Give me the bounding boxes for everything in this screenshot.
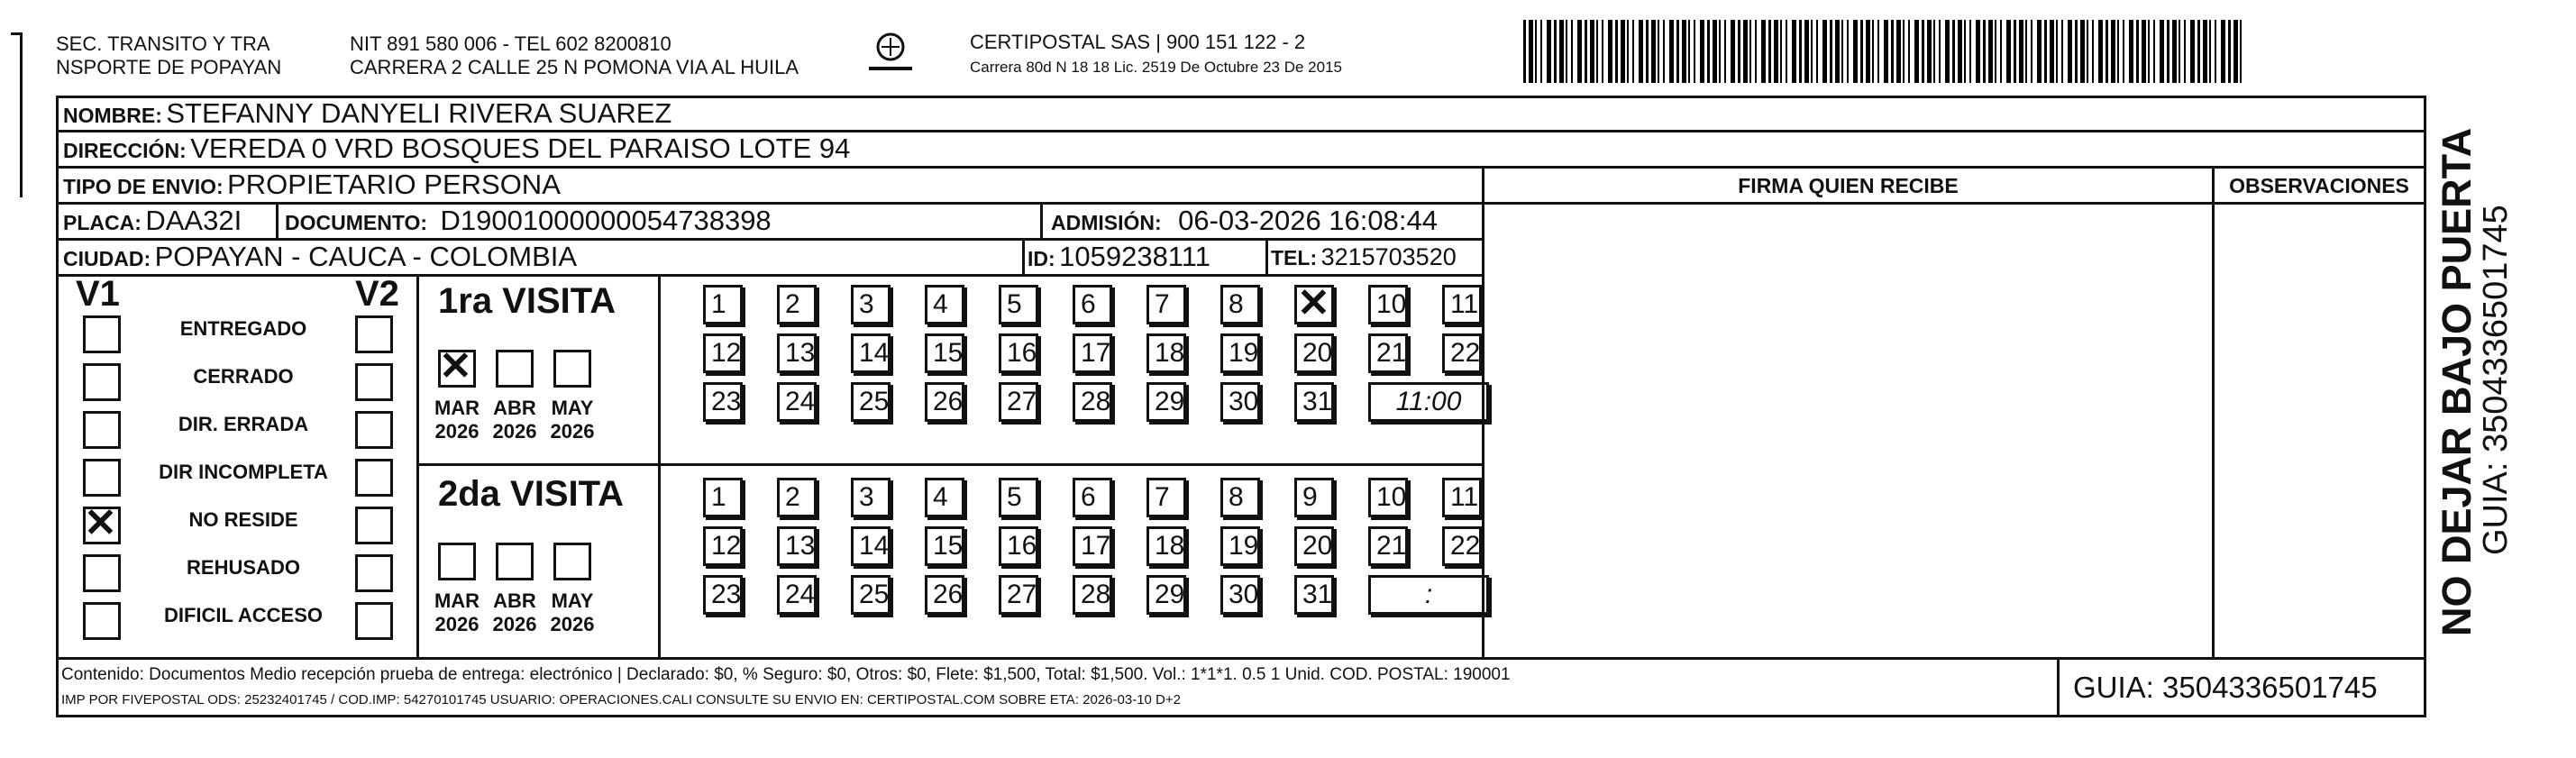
v1-label: V1 <box>76 274 120 314</box>
day-box[interactable]: 1 <box>703 285 743 324</box>
address-value: VEREDA 0 VRD BOSQUES DEL PARAISO LOTE 94 <box>190 132 851 164</box>
month-checkbox[interactable] <box>553 543 591 580</box>
divider <box>56 657 2426 660</box>
day-box[interactable]: 4 <box>925 285 964 324</box>
day-box[interactable]: 2 <box>777 285 817 324</box>
month-checkbox[interactable] <box>438 344 476 388</box>
type-field <box>63 169 561 201</box>
v2-label: V2 <box>355 274 399 314</box>
month-year: 2026 <box>550 613 595 635</box>
day-box[interactable]: 17 <box>1073 333 1112 373</box>
month-name: ABR <box>493 589 536 612</box>
day-box[interactable]: 6 <box>1073 478 1112 517</box>
day-box[interactable]: 8 <box>1220 285 1260 324</box>
v1-checkbox[interactable] <box>83 411 121 449</box>
day-box[interactable]: 27 <box>999 575 1038 615</box>
day-box[interactable]: 30 <box>1220 575 1260 615</box>
v1-checkbox[interactable] <box>83 602 121 640</box>
day-box[interactable]: 21 <box>1368 333 1408 373</box>
v1-checkbox[interactable] <box>83 315 121 353</box>
id-label: ID: <box>1028 247 1055 270</box>
tel-value: 3215703520 <box>1320 243 1457 270</box>
tel-label: TEL: <box>1271 246 1318 269</box>
month-checkbox[interactable] <box>438 543 476 580</box>
day-box[interactable]: 15 <box>925 333 964 373</box>
plate-field <box>63 205 242 237</box>
day-box[interactable]: 16 <box>999 526 1038 566</box>
day-box[interactable]: 18 <box>1146 333 1186 373</box>
day-box[interactable]: 14 <box>851 526 891 566</box>
day-box[interactable]: 19 <box>1220 333 1260 373</box>
day-box[interactable]: 10 <box>1368 478 1408 517</box>
month-checkbox[interactable] <box>496 543 534 580</box>
month-name: MAY <box>551 589 594 612</box>
footer-guide: GUIA: 3504336501745 <box>2073 671 2378 704</box>
divider <box>1040 202 1043 238</box>
day-box[interactable]: 26 <box>925 382 964 422</box>
plate-value: DAA32I <box>145 205 242 236</box>
month-name: ABR <box>493 397 536 419</box>
document-label: DOCUMENTO: <box>285 211 428 234</box>
day-box[interactable]: 11 <box>1442 478 1482 517</box>
reason-label: CERRADO <box>193 365 294 388</box>
month-year: 2026 <box>492 420 537 443</box>
v2-checkbox[interactable] <box>355 363 393 401</box>
day-box[interactable]: 24 <box>777 575 817 615</box>
day-box[interactable]: 11 <box>1442 285 1482 324</box>
day-box[interactable]: 25 <box>851 575 891 615</box>
day-box[interactable]: 8 <box>1220 478 1260 517</box>
v2-checkbox[interactable] <box>355 459 393 497</box>
day-box[interactable]: 5 <box>999 478 1038 517</box>
observations-label: OBSERVACIONES <box>2229 174 2409 197</box>
certipostal-logo <box>863 27 918 81</box>
day-box[interactable]: 20 <box>1294 526 1334 566</box>
tel-field <box>1271 243 1457 271</box>
day-box[interactable]: 31 <box>1294 382 1334 422</box>
divider <box>276 202 279 238</box>
nit-line: NIT 891 580 006 - TEL 602 8200810 <box>350 32 671 55</box>
day-box[interactable]: 13 <box>777 333 817 373</box>
visit2-title: 2da VISITA <box>438 474 624 514</box>
type-label: TIPO DE ENVIO: <box>63 175 224 198</box>
day-box[interactable]: 4 <box>925 478 964 517</box>
address-label: DIRECCIÓN: <box>63 139 187 162</box>
barcode <box>1523 20 2244 83</box>
sender-line-2: NSPORTE DE POPAYAN <box>56 56 282 78</box>
day-box[interactable]: 26 <box>925 575 964 615</box>
day-box[interactable]: 13 <box>777 526 817 566</box>
day-box[interactable]: 12 <box>703 333 743 373</box>
month-checkbox[interactable] <box>553 350 591 388</box>
visit1-title: 1ra VISITA <box>438 281 617 321</box>
day-box[interactable]: 23 <box>703 382 743 422</box>
side-warning: NO DEJAR BAJO PUERTA <box>2434 127 2480 636</box>
reason-label: REHUSADO <box>187 556 300 579</box>
reason-label: DIR INCOMPLETA <box>159 461 328 483</box>
name-value: STEFANNY DANYELI RIVERA SUAREZ <box>166 97 672 129</box>
name-label: NOMBRE: <box>63 104 162 127</box>
day-box[interactable]: 10 <box>1368 285 1408 324</box>
v1-checkbox[interactable] <box>83 363 121 401</box>
admission-field <box>1051 205 1438 237</box>
day-box[interactable]: 12 <box>703 526 743 566</box>
v2-checkbox[interactable] <box>355 411 393 449</box>
day-box[interactable]: 25 <box>851 382 891 422</box>
month-name: MAY <box>551 397 594 419</box>
reason-label: DIFICIL ACCESO <box>163 604 323 626</box>
day-box[interactable]: 24 <box>777 382 817 422</box>
divider <box>416 463 1484 466</box>
day-box[interactable]: 16 <box>999 333 1038 373</box>
footer-printed-by: IMP POR FIVEPOSTAL ODS: 25232401745 / COD.IMP: 54270101745 USUARIO: OPERACIONES.CALI CONSULTE SU ENVIO EN: CERTIPOSTAL.COM SOBRE ETA: 2026-03-10 D+2 <box>61 692 1181 708</box>
check-mark: ✕ <box>439 344 472 388</box>
divider <box>56 274 1484 277</box>
day-box[interactable]: 28 <box>1073 575 1112 615</box>
side-guide: GUIA: 3504336501745 <box>2477 205 2515 555</box>
day-box[interactable]: 18 <box>1146 526 1186 566</box>
company-address: Carrera 80d N 18 18 Lic. 2519 De Octubre 23 De 2015 <box>970 59 1342 76</box>
check-mark: ✕ <box>84 501 117 545</box>
day-box[interactable]: 2 <box>777 478 817 517</box>
v1-checkbox[interactable] <box>83 501 121 545</box>
day-box[interactable] <box>1294 281 1334 325</box>
margin-bracket <box>11 32 23 197</box>
address-field <box>63 132 850 165</box>
day-box[interactable]: 28 <box>1073 382 1112 422</box>
day-box[interactable]: 22 <box>1442 526 1482 566</box>
day-box[interactable]: 22 <box>1442 333 1482 373</box>
month-checkbox[interactable] <box>496 350 534 388</box>
signature-label: FIRMA QUIEN RECIBE <box>1738 174 1959 197</box>
month-year: 2026 <box>434 420 480 443</box>
name-field <box>63 97 671 130</box>
id-value: 1059238111 <box>1059 241 1210 272</box>
reason-label: DIR. ERRADA <box>178 413 309 435</box>
day-box[interactable]: 3 <box>851 285 891 324</box>
day-box[interactable]: 7 <box>1146 285 1186 324</box>
document-value: D19001000000054738398 <box>440 205 772 236</box>
day-box[interactable]: 15 <box>925 526 964 566</box>
v1-checkbox[interactable] <box>83 554 121 592</box>
divider <box>1265 238 1268 274</box>
month-year: 2026 <box>434 613 480 635</box>
v2-checkbox[interactable] <box>355 602 393 640</box>
day-box[interactable]: 19 <box>1220 526 1260 566</box>
time-box[interactable]: 11:00 <box>1368 382 1489 422</box>
day-box[interactable]: 20 <box>1294 333 1334 373</box>
day-box[interactable]: 29 <box>1146 382 1186 422</box>
time-box[interactable]: : <box>1368 575 1489 615</box>
check-mark: ✕ <box>1297 281 1330 325</box>
day-box[interactable]: 27 <box>999 382 1038 422</box>
month-name: MAR <box>434 589 480 612</box>
address-line: CARRERA 2 CALLE 25 N POMONA VIA AL HUILA <box>350 56 799 78</box>
company-line: CERTIPOSTAL SAS | 900 151 122 - 2 <box>970 31 1306 53</box>
divider <box>2212 166 2215 657</box>
day-box[interactable]: 6 <box>1073 285 1112 324</box>
day-box[interactable]: 14 <box>851 333 891 373</box>
id-field <box>1028 241 1210 273</box>
admission-label: ADMISIÓN: <box>1051 211 1162 234</box>
city-field <box>63 241 577 273</box>
v1-checkbox[interactable] <box>83 459 121 497</box>
day-box[interactable]: 29 <box>1146 575 1186 615</box>
v2-checkbox[interactable] <box>355 554 393 592</box>
reason-label: NO RESIDE <box>188 508 298 531</box>
footer-contents: Contenido: Documentos Medio recepción prueba de entrega: electrónico | Declarado: $0, % Seguro: $0, Otros: $0, Flete: $1,500, Total: $1,500. Vol.: 1*1*1. 0.5 1 Unid. COD. POSTAL: 190001 <box>61 665 1511 684</box>
day-box[interactable]: 17 <box>1073 526 1112 566</box>
day-box[interactable]: 1 <box>703 478 743 517</box>
sender-line-1: SEC. TRANSITO Y TRA <box>56 32 270 55</box>
admission-value: 06-03-2026 16:08:44 <box>1178 205 1438 236</box>
divider <box>1022 238 1025 274</box>
type-value: PROPIETARIO PERSONA <box>227 169 561 200</box>
reason-label: ENTREGADO <box>179 317 307 340</box>
divider <box>2057 657 2060 717</box>
day-box[interactable]: 9 <box>1294 478 1334 517</box>
day-box[interactable]: 21 <box>1368 526 1408 566</box>
month-name: MAR <box>434 397 480 419</box>
day-box[interactable]: 31 <box>1294 575 1334 615</box>
month-year: 2026 <box>492 613 537 635</box>
city-label: CIUDAD: <box>63 247 151 270</box>
day-box[interactable]: 3 <box>851 478 891 517</box>
day-box[interactable]: 23 <box>703 575 743 615</box>
v2-checkbox[interactable] <box>355 315 393 353</box>
city-value: POPAYAN - CAUCA - COLOMBIA <box>154 241 578 272</box>
day-box[interactable]: 30 <box>1220 382 1260 422</box>
month-year: 2026 <box>550 420 595 443</box>
plate-label: PLACA: <box>63 211 142 234</box>
v2-checkbox[interactable] <box>355 507 393 544</box>
day-box[interactable]: 5 <box>999 285 1038 324</box>
document-field <box>285 205 772 237</box>
day-box[interactable]: 7 <box>1146 478 1186 517</box>
